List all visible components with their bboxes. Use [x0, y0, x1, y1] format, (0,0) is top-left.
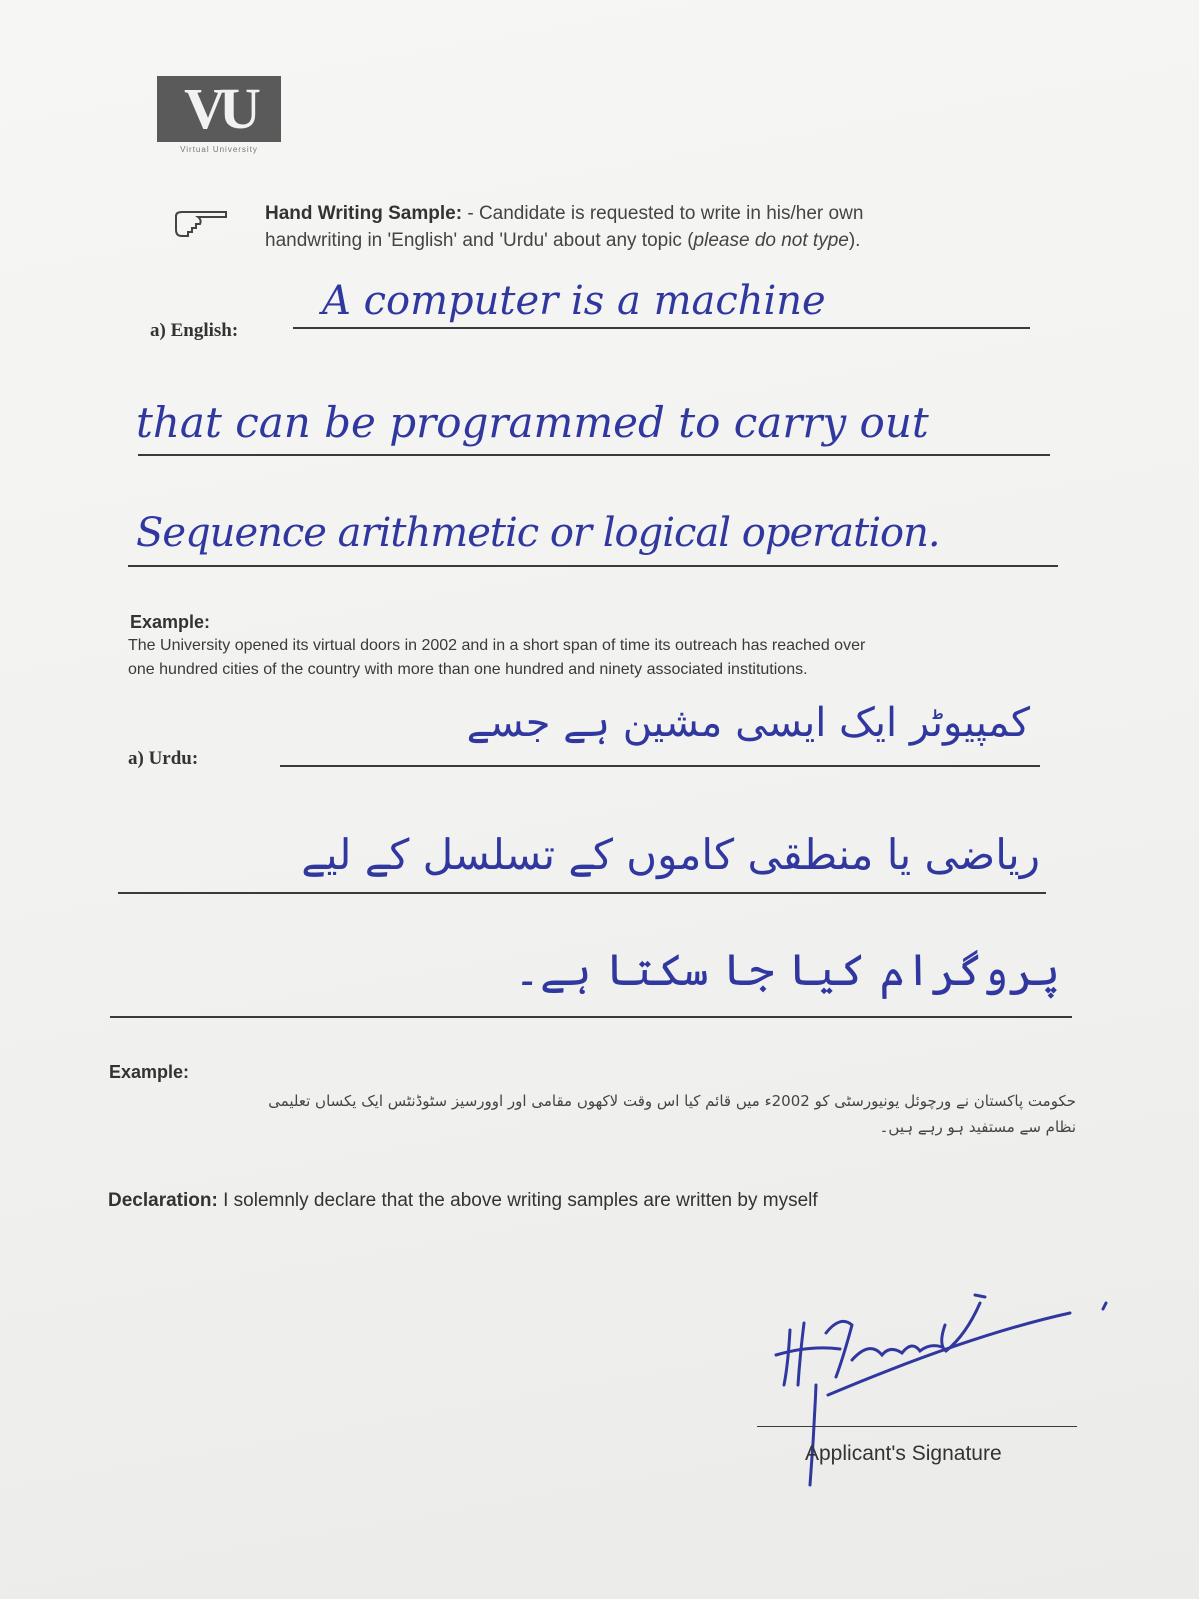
english-handwriting-line-1: A computer is a machine — [322, 278, 826, 324]
signature-rule — [757, 1426, 1077, 1427]
urdu-handwriting-line-1: کمپیوٹر ایک ایسی مشین ہے جسے — [466, 700, 1030, 746]
urdu-example-line1: حکومت پاکستان نے ورچوئل یونیورسٹی کو 2002ء میں قائم کیا اس وقت لاکھوں مقامی اور اوورسیز سٹوڈنٹس ایک یکساں تعلیمی — [268, 1092, 1076, 1110]
urdu-example-text — [108, 1088, 1076, 1140]
urdu-handwriting-line-2: ریاضی یا منطقی کاموں کے تسلسل کے لیے — [301, 830, 1040, 879]
english-example-title: Example: — [130, 612, 211, 632]
english-example-text — [128, 634, 1068, 682]
pointing-hand-icon — [172, 208, 230, 242]
instruction-line2-italic: please do not type — [693, 230, 849, 251]
declaration-text: I solemnly declare that the above writing samples are written by myself — [223, 1190, 818, 1211]
vu-logo: VU — [157, 76, 281, 142]
urdu-line-3-rule — [110, 1016, 1072, 1018]
instruction-title: Hand Writing Sample: — [265, 203, 463, 224]
english-example-line1: The University opened its virtual doors in 2002 and in a short span of time its outreach has reached over — [128, 637, 866, 654]
urdu-line-2-rule — [118, 892, 1046, 894]
urdu-label: a) Urdu: — [128, 748, 199, 769]
instruction-line2a: handwriting in 'English' and 'Urdu' about any topic ( — [265, 230, 694, 251]
declaration — [108, 1190, 818, 1212]
signature-label: Applicant's Signature — [805, 1442, 1002, 1465]
english-line-1-rule — [293, 327, 1030, 329]
handwritten-signature — [770, 1285, 1130, 1515]
urdu-line-1-rule — [280, 765, 1040, 767]
urdu-example-line2: نظام سے مستفید ہو رہے ہیں۔ — [879, 1118, 1076, 1136]
logo-subtitle: Virtual University — [180, 145, 258, 154]
english-handwriting-line-3: Sequence arithmetic or logical operation. — [136, 510, 940, 556]
english-handwriting-line-2: that can be programmed to carry out — [136, 398, 929, 447]
english-example-line2: one hundred cities of the country with more than one hundred and ninety associated institutions. — [128, 661, 808, 678]
urdu-example-title: Example: — [109, 1062, 190, 1082]
english-label: a) English: — [150, 320, 239, 341]
english-line-3-rule — [128, 565, 1058, 567]
urdu-handwriting-line-3: پروگرام کیا جا سکتا ہے۔ — [514, 945, 1060, 996]
instruction-text — [265, 200, 1005, 254]
instruction-line2b: ). — [848, 230, 861, 251]
english-line-2-rule — [138, 454, 1050, 456]
declaration-title: Declaration: — [108, 1190, 218, 1211]
instruction-line1: - Candidate is requested to write in his/her own — [467, 203, 864, 224]
